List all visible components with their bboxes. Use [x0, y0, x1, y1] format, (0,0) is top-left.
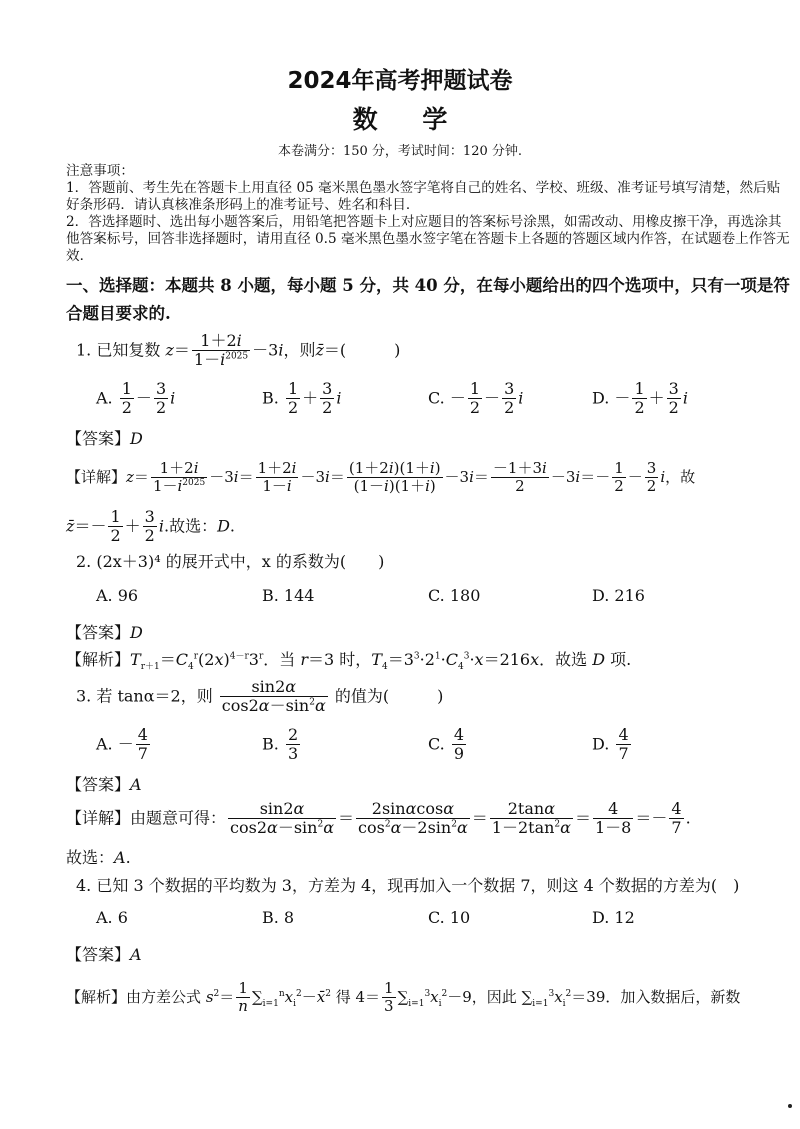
- q2-analysis: 【解析】$T_{r+1}=C_4^r(2x)^{4-r}3^r$．当 r＝3 时，$T_4=3^3\cdot 2^1\cdot C_4^3\cdot x=216x$．故选 D 项.: [66, 650, 632, 673]
- score-line: 本卷满分：150 分，考试时间：120 分钟.: [277, 144, 523, 159]
- q4-option-d: D. 12: [592, 908, 635, 927]
- exam-title: 2024年高考押题试卷: [287, 68, 513, 94]
- q1-detail: 【详解】z＝ $\frac{1+2i}{1-i^{2025}}$ －3i＝ $\frac{1+2i}{1-i}$ －3i＝ $\frac{(1+2i)(1+i)}{(1-i)(1+i)}$ －3i＝ $\frac{-1+3i}{2}$ －3i＝－ $\frac{1}{2}$ － $\frac{3}{2}$ i，故: [66, 459, 696, 496]
- q4-option-c: C. 10: [428, 908, 471, 927]
- q3-answer: 【答案】A: [66, 775, 142, 794]
- q3-option-b: B. $\frac{2}{3}$: [262, 725, 299, 764]
- subject-title: 数 学: [352, 105, 466, 134]
- q3-option-d: D. $\frac{4}{7}$: [592, 725, 629, 764]
- q3-detail: 【详解】由题意可得： $\frac{\sin 2\alpha}{\cos 2\alpha-\sin^2\alpha}$ ＝ $\frac{2\sin\alpha\cos\alpha}{\cos^2\alpha-2\sin^2\alpha}$ ＝ $\frac{2\tan\alpha}{1-2\tan^2\alpha}$ ＝ $\frac{4}{1-8}$ ＝－ $\frac{4}{7}$ .: [66, 799, 691, 838]
- q2-option-b: B. 144: [262, 586, 315, 605]
- q2-option-c: C. 180: [428, 586, 481, 605]
- q1-option-d: D. － $\frac{1}{2}$ ＋ $\frac{3}{2}$ i: [592, 379, 688, 418]
- q4-analysis: 【解析】由方差公式 $s^2=$ $\frac{1}{n}$ $\sum_{i=1}^nx_i^2-x̄^2$ 得 4＝ $\frac{1}{3}$ $\sum_{i=1}^3x_i^2-9$，因此 $\sum_{i=1}^3x_i^2=39$．加入数据后，新数: [66, 979, 741, 1016]
- q2-answer: 【答案】D: [66, 623, 143, 642]
- question-1: 1. 已知复数 z＝ $\frac{1+2i}{1-i^{2025}}$ －3i，则z̄＝( ): [76, 331, 401, 370]
- q1-option-b: B. $\frac{1}{2}$ ＋ $\frac{3}{2}$ i: [262, 379, 342, 418]
- q2-option-d: D. 216: [592, 586, 645, 605]
- q3-option-a: A. － $\frac{4}{7}$: [96, 725, 148, 764]
- q1-detail-conclusion: z̄＝－ $\frac{1}{2}$ ＋ $\frac{3}{2}$ i.故选：D.: [66, 507, 235, 546]
- question-3: 3. 若 tanα＝2，则 $\frac{\sin 2\alpha}{\cos 2\alpha-\sin^2\alpha}$ 的值为( ): [76, 677, 444, 716]
- question-4: 4. 已知 3 个数据的平均数为 3，方差为 4，现再加入一个数据 7，则这 4 个数据的方差为( ): [76, 876, 740, 895]
- scan-mark: [788, 1104, 792, 1108]
- q4-option-b: B. 8: [262, 908, 295, 927]
- notice-heading: 注意事项：: [66, 163, 134, 179]
- q2-option-a: A. 96: [96, 586, 139, 605]
- q1-option-c: C. － $\frac{1}{2}$ － $\frac{3}{2}$ i: [428, 379, 524, 418]
- q3-option-c: C. $\frac{4}{9}$: [428, 725, 465, 764]
- q3-conclusion: 故选：A.: [66, 848, 131, 867]
- notice-item-1: 1．答题前、考生先在答题卡上用直径 05 毫米黑色墨水签字笔将自己的姓名、学校、班级、准考证号填写清楚，然后贴好条形码．请认真核准条形码上的准考证号、姓名和科目．: [66, 180, 781, 213]
- q4-answer: 【答案】A: [66, 945, 142, 964]
- section-1-heading: 一、选择题：本题共 8 小题，每小题 5 分，共 40 分，在每小题给出的四个选项中，只有一项是符合题目要求的.: [66, 276, 790, 323]
- q4-option-a: A. 6: [96, 908, 128, 927]
- q1-answer: 【答案】D: [66, 429, 143, 448]
- q1-option-a: A. $\frac{1}{2}$ － $\frac{3}{2}$ i: [96, 379, 176, 418]
- notice-item-2: 2．答选择题时、选出每小题答案后，用铅笔把答题卡上对应题目的答案标号涂黑，如需改动、用橡皮擦干净，再选涂其他答案标号，回答非选择题时，请用直径 0.5 毫米黑色墨水签字笔在答题卡上各题的答题区域内作答，在试题卷上作答无效．: [66, 214, 790, 264]
- question-2: 2. (2x＋3)⁴ 的展开式中，x 的系数为( ): [76, 552, 385, 571]
